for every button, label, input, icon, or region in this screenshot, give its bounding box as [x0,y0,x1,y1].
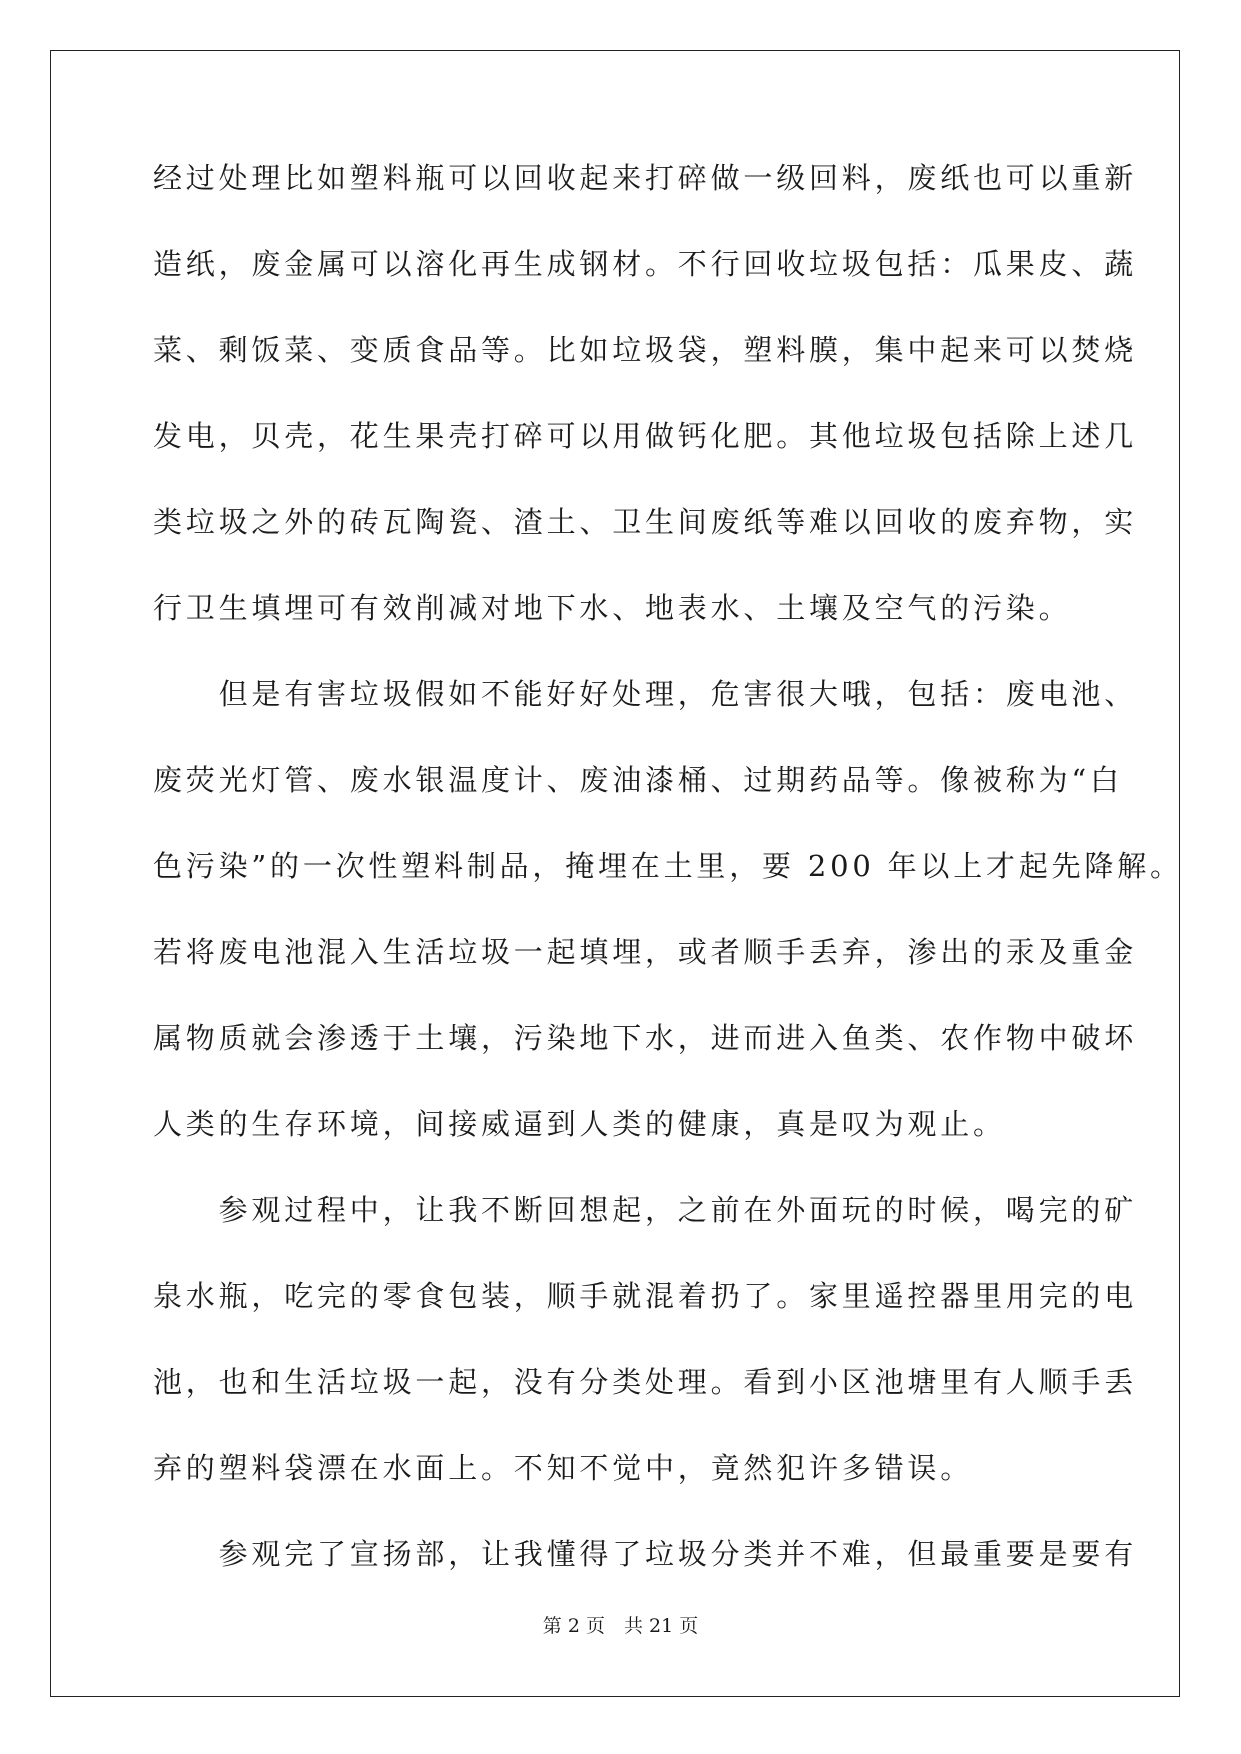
text-line: 发电，贝壳，花生果壳打碎可以用做钙化肥。其他垃圾包括除上述几 [153,419,1138,453]
page-number-footer: 第 2 页 共 21 页 [542,1615,699,1637]
text-line: 类垃圾之外的砖瓦陶瓷、渣土、卫生间废纸等难以回收的废弃物，实 [153,505,1138,539]
text-line: 废荧光灯管、废水银温度计、废油漆桶、过期药品等。像被称为“白 [153,763,1123,797]
text-line: 若将废电池混入生活垃圾一起填埋，或者顺手丢弃，渗出的汞及重金 [153,935,1138,969]
text-line: 行卫生填埋可有效削减对地下水、地表水、土壤及空气的污染。 [153,591,1072,625]
text-line: 造纸，废金属可以溶化再生成钢材。不行回收垃圾包括：瓜果皮、蔬 [153,247,1138,281]
text-line: 池，也和生活垃圾一起，没有分类处理。看到小区池塘里有人顺手丢 [153,1365,1138,1399]
text-line: 人类的生存环境，间接威逼到人类的健康，真是叹为观止。 [153,1107,1006,1141]
text-line: 经过处理比如塑料瓶可以回收起来打碎做一级回料，废纸也可以重新 [153,161,1138,195]
text-line: 色污染”的一次性塑料制品，掩埋在土里，要 200 年以上才起先降解。 [153,849,1183,883]
text-line: 属物质就会渗透于土壤，污染地下水，进而进入鱼类、农作物中破坏 [153,1021,1138,1055]
text-line: 参观过程中，让我不断回想起，之前在外面玩的时候，喝完的矿 [153,1193,1138,1227]
document-body [153,160,1183,1622]
text-line: 参观完了宣扬部，让我懂得了垃圾分类并不难，但最重要是要有 [153,1537,1138,1571]
text-line: 但是有害垃圾假如不能好好处理，危害很大哦，包括：废电池、 [153,677,1138,711]
text-line: 弃的塑料袋漂在水面上。不知不觉中，竟然犯许多错误。 [153,1451,974,1485]
text-line: 菜、剩饭菜、变质食品等。比如垃圾袋，塑料膜，集中起来可以焚烧 [153,333,1138,367]
text-line: 泉水瓶，吃完的零食包装，顺手就混着扔了。家里遥控器里用完的电 [153,1279,1138,1313]
